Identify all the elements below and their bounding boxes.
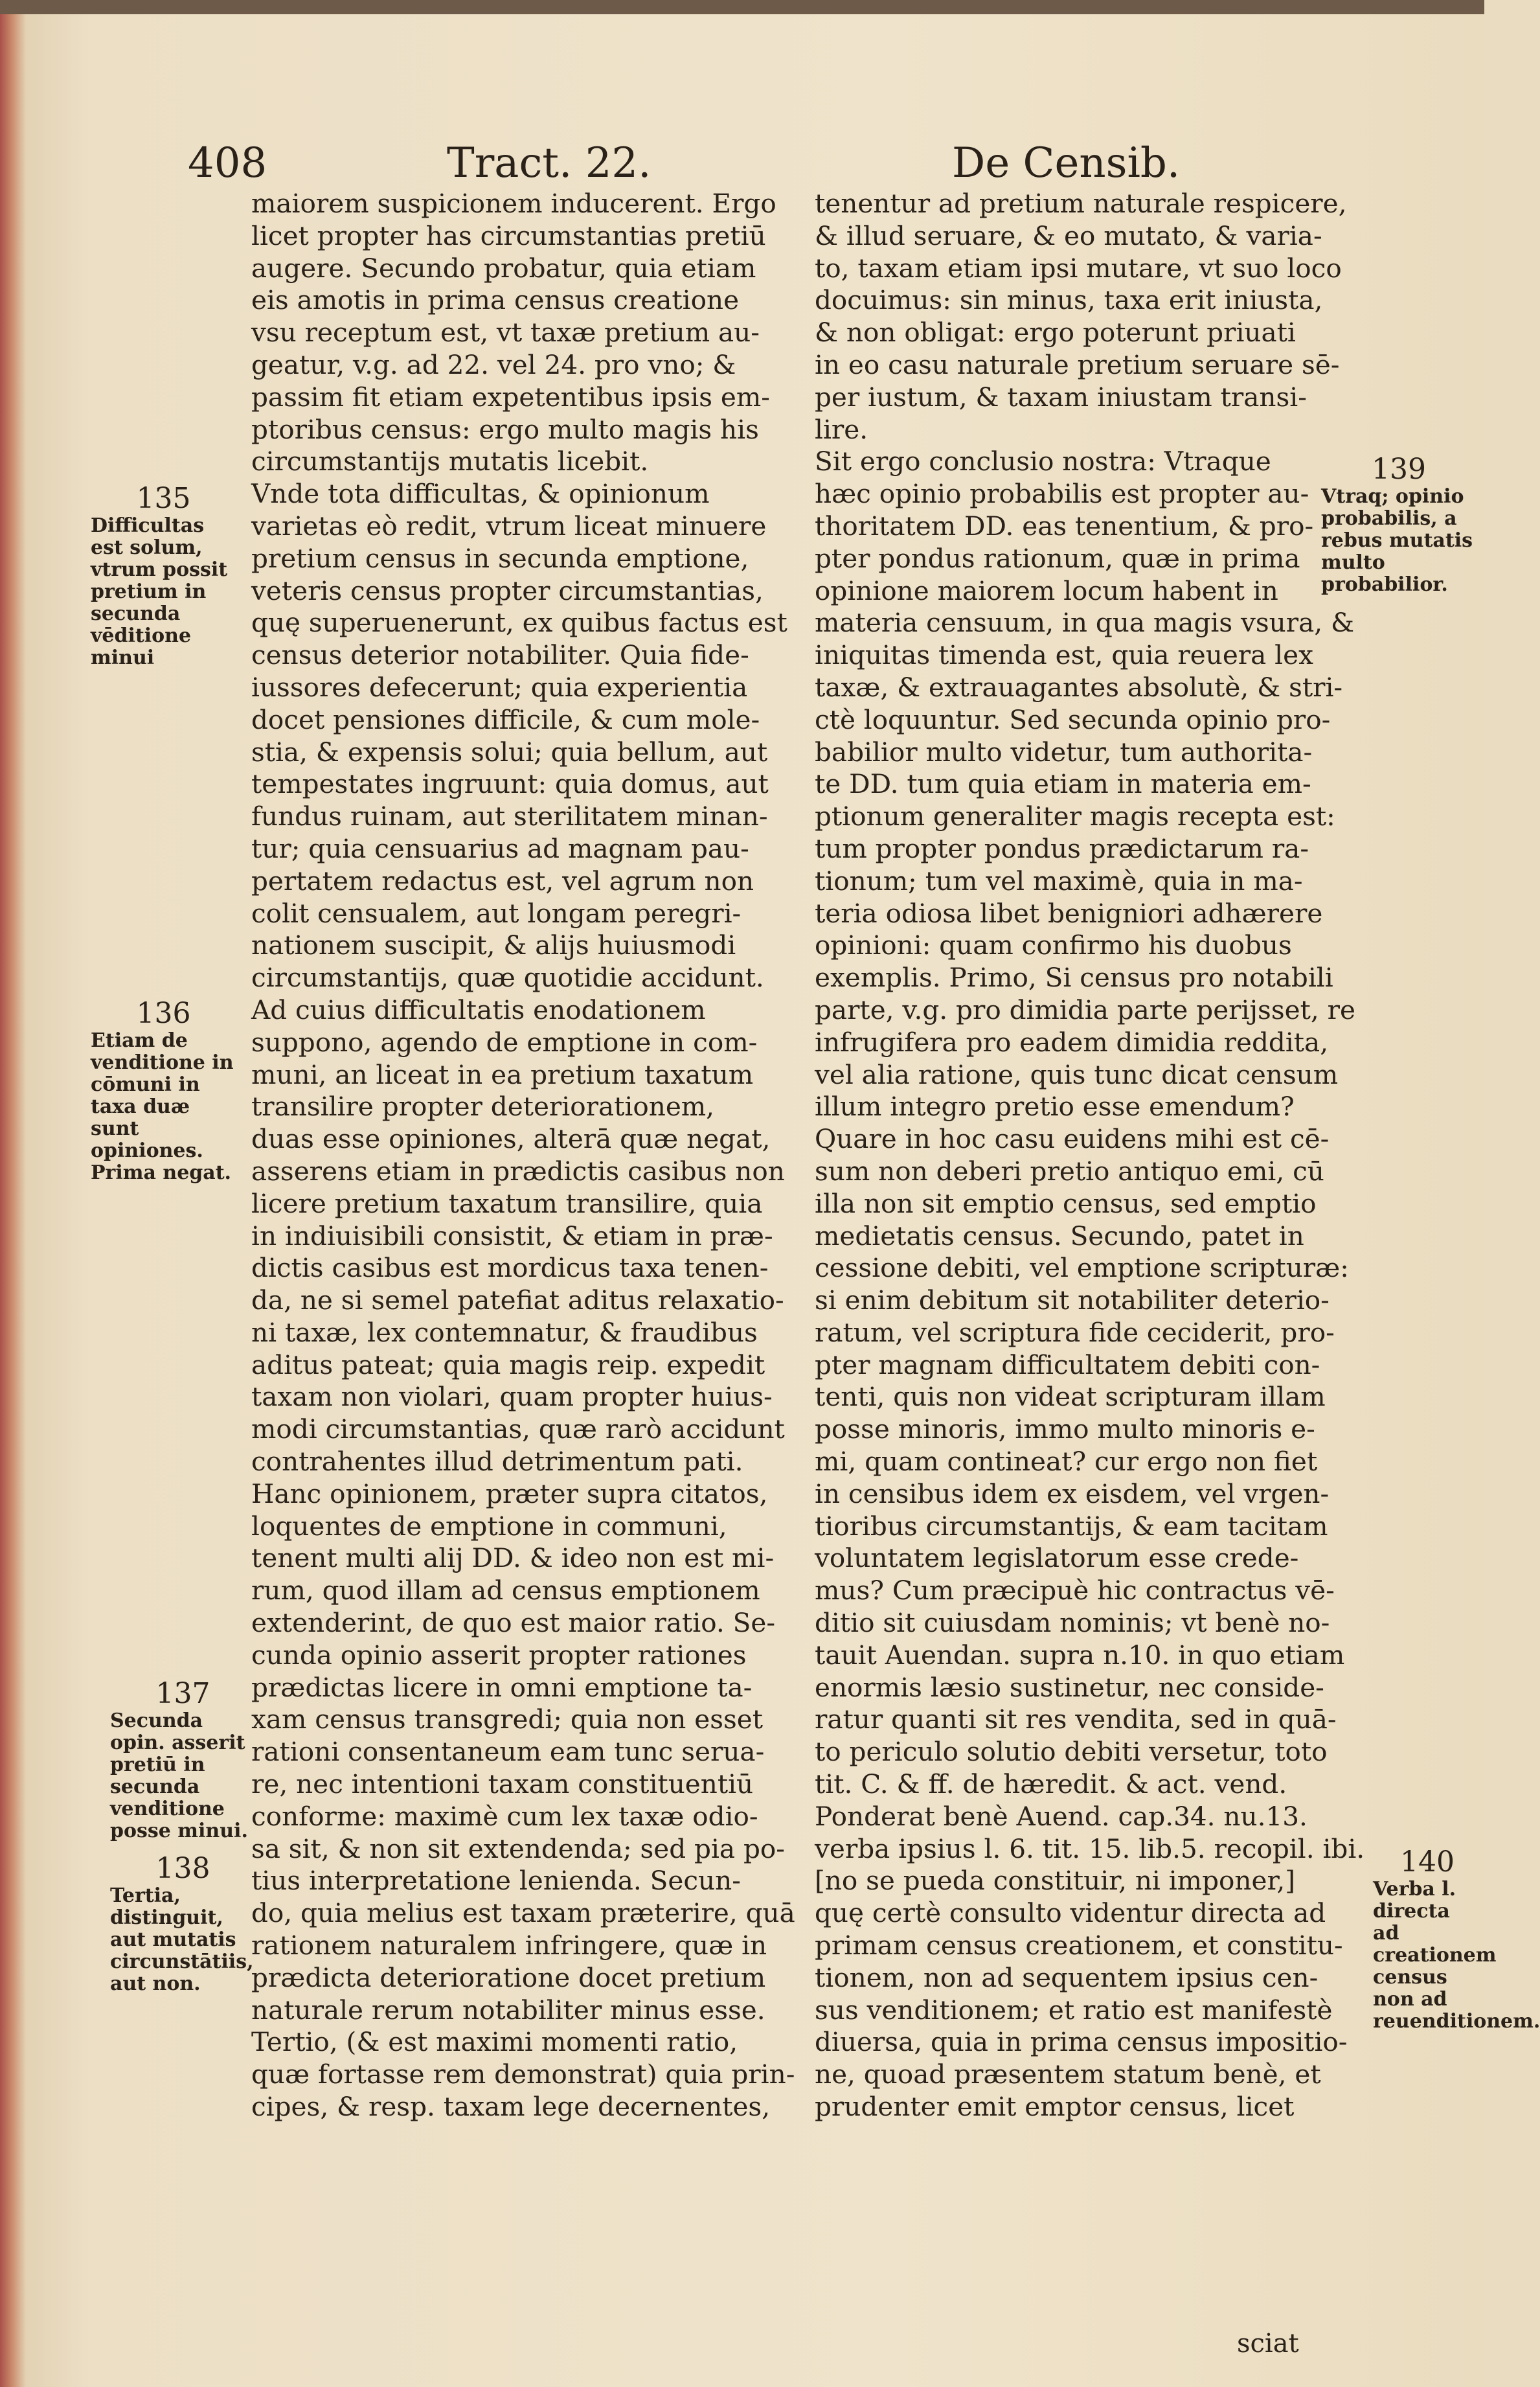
text-line: tionum; tum vel maximè, quia in ma-: [815, 865, 1303, 897]
text-line: sa sit, & non sit extendenda; sed pia po-: [251, 1833, 785, 1864]
text-line: xam census transgredi; quia non esset: [251, 1704, 764, 1735]
text-line: in eo casu naturale pretium seruare sē-: [815, 348, 1340, 380]
page-top-edge: [0, 0, 1484, 14]
text-line: veteris census propter circumstantias,: [251, 575, 764, 606]
text-line: te DD. tum quia etiam in materia em-: [815, 768, 1311, 800]
text-line: tenti, quis non videat scripturam illam: [815, 1381, 1326, 1413]
text-line: infrugifera pro eadem dimidia reddita,: [815, 1026, 1329, 1058]
text-line: quæ fortasse rem demonstrat) quia prin-: [251, 2059, 795, 2090]
text-line: diuersa, quia in prima census impositio-: [815, 2026, 1348, 2058]
text-line: parte, v.g. pro dimidia parte perijsset, re: [815, 994, 1355, 1025]
text-line: voluntatem legislatorum esse crede-: [815, 1542, 1299, 1574]
tract-label: Tract. 22.: [447, 139, 651, 187]
text-line: vsu receptum est, vt taxæ pretium au-: [251, 317, 760, 348]
text-line: licet propter has circumstantias pretiū: [251, 220, 766, 251]
text-line: teria odiosa libet benigniori adhærere: [815, 897, 1323, 929]
text-line: cipes, & resp. taxam lege decernentes,: [251, 2091, 771, 2123]
text-line: ne, quoad præsentem statum benè, et: [815, 2059, 1321, 2090]
text-line: & illud seruare, & eo mutato, & varia-: [815, 220, 1322, 251]
text-line: modi circumstantias, quæ rarò accidunt: [251, 1413, 785, 1445]
text-line: vel alia ratione, quis tunc dicat censum: [815, 1058, 1339, 1090]
page-number: 408: [188, 139, 267, 187]
text-line: tempestates ingruunt: quia domus, aut: [251, 768, 769, 800]
text-line: tur; quia censuarius ad magnam pau-: [251, 832, 749, 864]
text-line: Sit ergo conclusio nostra: Vtraque: [815, 446, 1271, 477]
text-line: sus venditionem; et ratio est manifestè: [815, 1994, 1333, 2026]
text-line: augere. Secundo probatur, quia etiam: [251, 252, 756, 284]
text-line: duas esse opiniones, alterā quæ negat,: [251, 1123, 771, 1155]
text-line: sum non deberi pretio antiquo emi, cū: [815, 1155, 1324, 1187]
text-line: contrahentes illud detrimentum pati.: [251, 1446, 743, 1478]
text-line: census deterior notabiliter. Quia fide-: [251, 639, 749, 671]
text-line: colit censualem, aut longam peregri-: [251, 897, 742, 929]
text-line: dictis casibus est mordicus taxa tenen-: [251, 1252, 769, 1284]
text-line: suppono, agendo de emptione in com-: [251, 1026, 758, 1058]
margin-note-140: 140 Verba l. directa ad creationem census non ad reuenditionem.: [1373, 1845, 1540, 2033]
text-line: ditio sit cuiusdam nominis; vt benè no-: [815, 1607, 1330, 1639]
text-line: pretium census in secunda emptione,: [251, 542, 749, 574]
text-line: stia, & expensis solui; quia bellum, aut: [251, 736, 768, 768]
text-line: mus? Cum præcipuè hic contractus vē-: [815, 1575, 1335, 1606]
text-line: ptoribus census: ergo multo magis his: [251, 413, 759, 445]
text-line: medietatis census. Secundo, patet in: [815, 1220, 1304, 1251]
text-line: docet pensiones difficile, & cum mole-: [251, 703, 760, 735]
text-line: to periculo solutio debiti versetur, toto: [815, 1736, 1328, 1768]
text-line: ptionum generaliter magis recepta est:: [815, 801, 1335, 832]
text-line: iussores defecerunt; quia experientia: [251, 671, 748, 703]
text-line: pertatem redactus est, vel agrum non: [251, 865, 754, 897]
text-line: ratur quanti sit res vendita, sed in quā-: [815, 1704, 1337, 1735]
text-line: geatur, v.g. ad 22. vel 24. pro vno; &: [251, 348, 736, 380]
text-line: primam census creationem, et constitu-: [815, 1930, 1343, 1961]
text-line: aditus pateat; quia magis reip. expedit: [251, 1349, 765, 1380]
text-line: re, nec intentioni taxam constituentiū: [251, 1768, 754, 1800]
text-line: ctè loquuntur. Sed secunda opinio pro-: [815, 703, 1331, 735]
text-line: ratum, vel scriptura fide ceciderit, pro-: [815, 1316, 1335, 1348]
text-line: si enim debitum sit notabiliter deterio-: [815, 1285, 1330, 1316]
text-line: tionem, non ad sequentem ipsius cen-: [815, 1961, 1319, 1993]
margin-note-137: 137 Secunda opin. asserit pretiū in secunda venditione posse minui.: [110, 1677, 248, 1842]
text-line: circumstantijs, quæ quotidie accidunt.: [251, 962, 764, 994]
text-line: cessione debiti, vel emptione scripturæ:: [815, 1252, 1349, 1284]
text-line: asserens etiam in prædictis casibus non: [251, 1155, 785, 1187]
text-line: ni taxæ, lex contemnatur, & fraudibus: [251, 1316, 758, 1348]
text-line: transilire propter deteriorationem,: [251, 1091, 715, 1123]
text-line: opinioni: quam confirmo his duobus: [815, 930, 1292, 961]
text-line: tenent multi alij DD. & ideo non est mi-: [251, 1542, 775, 1574]
text-line: tenentur ad pretium naturale respicere,: [815, 188, 1347, 219]
text-line: do, quia melius est taxam præterire, quā: [251, 1897, 795, 1929]
text-line: licere pretium taxatum transilire, quia: [251, 1187, 763, 1219]
text-line: muni, an liceat in ea pretium taxatum: [251, 1058, 754, 1090]
text-line: Ponderat benè Auend. cap.34. nu.13.: [815, 1800, 1308, 1832]
text-line: Vnde tota difficultas, & opinionum: [251, 478, 710, 510]
text-line: materia censuum, in qua magis vsura, &: [815, 607, 1355, 639]
text-line: quę superuenerunt, ex quibus factus est: [251, 607, 787, 639]
text-line: Tertio, (& est maximi momenti ratio,: [251, 2026, 738, 2058]
text-line: maiorem suspicionem inducerent. Ergo: [251, 188, 776, 219]
catchword: sciat: [1237, 2329, 1299, 2358]
text-line: prædicta deterioratione docet pretium: [251, 1961, 766, 1993]
text-line: eis amotis in prima census creatione: [251, 284, 740, 316]
text-line: taxæ, & extrauagantes absolutè, & stri-: [815, 671, 1343, 703]
text-line: & non obligat: ergo poterunt priuati: [815, 317, 1296, 348]
text-line: quę certè consulto videntur directa ad: [815, 1897, 1326, 1929]
left-text-column: [251, 188, 795, 2123]
text-line: illum integro pretio esse emendum?: [815, 1091, 1295, 1123]
text-line: per iustum, & taxam iniustam transi-: [815, 381, 1307, 413]
running-header: [188, 139, 1341, 191]
text-line: exemplis. Primo, Si census pro notabili: [815, 962, 1333, 994]
text-line: posse minoris, immo multo minoris e-: [815, 1413, 1315, 1445]
text-line: circumstantijs mutatis licebit.: [251, 446, 649, 477]
text-line: rum, quod illam ad census emptionem: [251, 1575, 760, 1606]
text-line: conforme: maximè cum lex taxæ odio-: [251, 1800, 758, 1832]
text-line: docuimus: sin minus, taxa erit iniusta,: [815, 284, 1323, 316]
text-line: iniquitas timenda est, quia reuera lex: [815, 639, 1313, 671]
text-line: fundus ruinam, aut sterilitatem minan-: [251, 801, 768, 832]
text-line: in indiuisibili consistit, & etiam in præ-: [251, 1220, 773, 1251]
text-line: naturale rerum notabiliter minus esse.: [251, 1994, 765, 2026]
text-line: enormis læsio sustinetur, nec conside-: [815, 1671, 1324, 1703]
text-line: babilior multo videtur, tum authorita-: [815, 736, 1313, 768]
text-line: pter pondus rationum, quæ in prima: [815, 542, 1300, 574]
text-line: hæc opinio probabilis est propter au-: [815, 478, 1309, 510]
text-line: pter magnam difficultatem debiti con-: [815, 1349, 1320, 1380]
text-line: tauit Auendan. supra n.10. in quo etiam: [815, 1639, 1345, 1671]
text-line: prædictas licere in omni emptione ta-: [251, 1671, 753, 1703]
right-text-column: [815, 188, 1365, 2123]
margin-note-139: 139 Vtraq; opinio probabilis, a rebus mutatis multo probabilior.: [1321, 453, 1473, 596]
text-line: varietas eò redit, vtrum liceat minuere: [251, 510, 767, 542]
text-line: cunda opinio asserit propter rationes: [251, 1639, 747, 1671]
text-line: extenderint, de quo est maior ratio. Se-: [251, 1607, 776, 1639]
text-line: tioribus circumstantijs, & eam tacitam: [815, 1510, 1328, 1542]
text-line: opinione maiorem locum habent in: [815, 575, 1278, 606]
text-line: lire.: [815, 413, 868, 445]
text-line: Ad cuius difficultatis enodationem: [251, 994, 706, 1025]
running-title: De Censib.: [952, 139, 1181, 187]
text-line: tum propter pondus prædictarum ra-: [815, 832, 1309, 864]
text-line: passim fit etiam expetentibus ipsis em-: [251, 381, 770, 413]
margin-note-138: 138 Tertia, distinguit, aut mutatis circunstātiis, aut non.: [110, 1852, 254, 1995]
text-line: verba ipsius l. 6. tit. 15. lib.5. recopil. ibi.: [815, 1833, 1365, 1864]
text-line: tit. C. & ff. de hæredit. & act. vend.: [815, 1768, 1287, 1800]
text-line: in censibus idem ex eisdem, vel vrgen-: [815, 1478, 1330, 1509]
text-line: taxam non violari, quam propter huius-: [251, 1381, 773, 1413]
text-line: illa non sit emptio census, sed emptio: [815, 1187, 1317, 1219]
margin-note-136: 136 Etiam de venditione in cōmuni in taxa duæ sunt opiniones. Prima negat.: [91, 997, 234, 1184]
text-line: rationem naturalem infringere, quæ in: [251, 1930, 767, 1961]
text-line: [no se pueda constituir, ni imponer,]: [815, 1865, 1296, 1897]
text-line: loquentes de emptione in communi,: [251, 1510, 727, 1542]
margin-note-135: 135 Difficultas est solum, vtrum possit pretium in secunda vēditione minui: [91, 482, 228, 669]
text-line: thoritatem DD. eas tenentium, & pro-: [815, 510, 1314, 542]
text-line: rationi consentaneum eam tunc serua-: [251, 1736, 765, 1768]
text-line: Quare in hoc casu euidens mihi est cē-: [815, 1123, 1330, 1155]
text-line: tius interpretatione lenienda. Secun-: [251, 1865, 741, 1897]
text-line: prudenter emit emptor census, licet: [815, 2091, 1295, 2123]
text-line: mi, quam contineat? cur ergo non fiet: [815, 1446, 1318, 1478]
text-line: nationem suscipit, & alijs huiusmodi: [251, 930, 736, 961]
text-line: da, ne si semel patefiat aditus relaxatio-: [251, 1285, 784, 1316]
text-line: to, taxam etiam ipsi mutare, vt suo loco: [815, 252, 1342, 284]
text-line: Hanc opinionem, præter supra citatos,: [251, 1478, 768, 1509]
